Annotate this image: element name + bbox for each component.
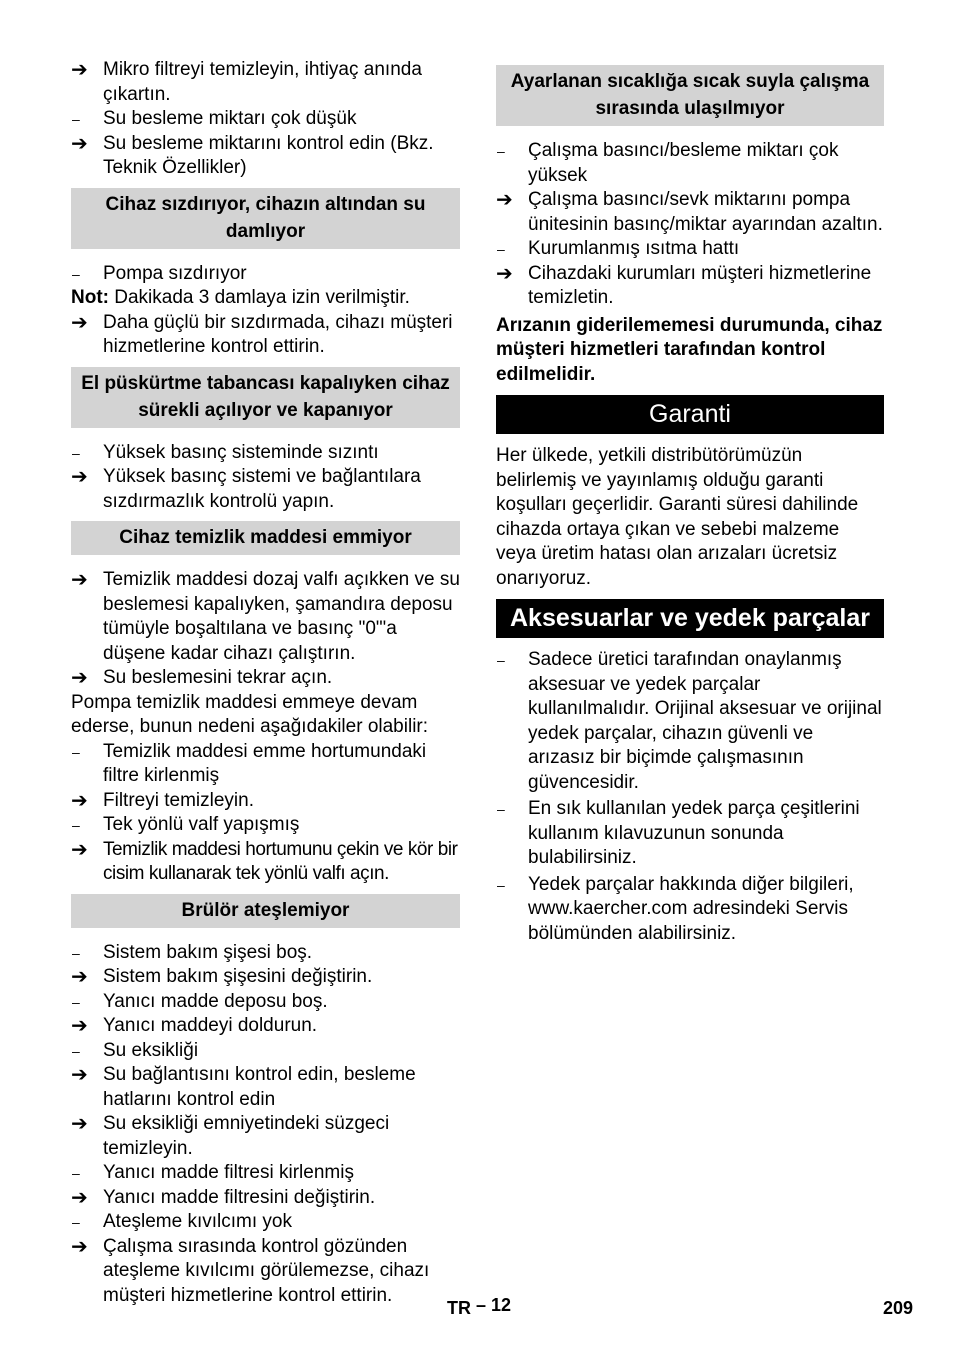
list-item [71,1235,460,1309]
section-heading-detergent: Cihaz temizlik maddesi emmiyor [71,521,460,555]
arrow-right-icon: ➔ [71,59,88,81]
item-text: Temizlik maddesi hortumunu çekin ve kör bir cisim kullanarak tek yönlü valfı açın. [103,838,458,884]
page-number: 209 [882,1298,913,1318]
list-item [496,648,884,795]
list-item [71,965,460,990]
arrow-right-icon: ➔ [71,1113,88,1135]
item-text: Su beslemesini tekrar açın. [103,667,333,688]
item-text: Su eksikliği emniyetindeki süzgeci temizleyin. [103,1113,390,1159]
item-text: Cihazdaki kurumları müşteri hizmetlerine temizletin. [528,262,872,308]
section-heading-accessories: Aksesuarlar ve yedek parçalar [496,599,884,638]
list-item [71,441,460,466]
arrow-right-icon: ➔ [71,1064,88,1086]
list-item [71,789,460,814]
dash-bullet-icon: – [497,652,505,668]
list-item [71,107,460,132]
dash-bullet-icon: – [72,1214,80,1230]
dash-bullet-icon: – [72,111,80,127]
dash-bullet-icon: – [72,993,80,1010]
item-text: Temizlik maddesi dozaj valfı açıkken ve su beslemesi kapalıyken, şamandıra deposu tümüyle boşaltılana ve basınç "0"'a düşene kadar cihazı çalıştırın. [103,569,460,664]
item-text: Filtreyi temizleyin. [103,789,254,811]
arrow-right-icon: ➔ [71,569,88,591]
item-text: Su eksikliği [103,1039,199,1061]
paragraph: Pompa temizlik maddesi emmeye devam ederse, bunun nedeni aşağıdakiler olabilir: [71,691,429,737]
arrow-right-icon: ➔ [71,1186,88,1209]
list-item [71,990,460,1015]
item-text: Kurumlanmış ısıtma hattı [528,238,740,259]
list-item [71,311,460,360]
arrow-right-icon: ➔ [71,466,88,488]
note [71,286,460,311]
list-item [71,1112,460,1161]
note-label: Not: [71,287,109,308]
list-item [71,1186,460,1211]
bold-note: Arızanın giderilememesi durumunda, cihaz müşteri hizmetleri tarafından kontrol edilmelidir. [496,314,883,385]
item-text: Yüksek basınç sisteminde sızıntı [103,441,379,463]
dash-bullet-icon: – [72,1165,80,1181]
arrow-right-icon: ➔ [496,189,513,211]
section-heading-gun: El püskürtme tabancası kapalıyken cihaz sürekli açılıyor ve kapanıyor [71,367,460,428]
arrow-right-icon: ➔ [71,1015,88,1037]
item-text: En sık kullanılan yedek parça çeşitlerini kullanım kılavuzunun sonunda bulabilirsiniz. [528,798,860,868]
footer-local-page: – 12 [476,1295,512,1315]
intro-list [71,58,460,181]
item-text: Yanıcı maddeyi doldurun. [103,1015,318,1036]
item-text: Yanıcı madde filtresini değiştirin. [103,1186,376,1208]
section-heading-leak: Cihaz sızdırıyor, cihazın altından su damlıyor [71,188,460,249]
dash-bullet-icon: – [72,817,80,833]
item-text: Daha güçlü bir sızdırmada, cihazı müşteri hizmetlerine kontrol ettirin. [103,311,453,357]
list-item [496,262,884,311]
section-heading-temperature: Ayarlanan sıcaklığa sıcak suyla çalışma sırasında ulaşılmıyor [496,65,884,126]
item-text: Yedek parçalar hakkında diğer bilgileri, www.kaercher.com adresindeki Servis bölümünden alabilirsiniz. [528,873,854,944]
list-item [71,838,460,887]
section-heading-warranty: Garanti [496,395,884,434]
list-item [71,1014,460,1039]
dash-bullet-icon: – [72,444,80,461]
arrow-right-icon: ➔ [71,132,88,155]
list-item [71,1039,460,1064]
item-text: Su bağlantısını kontrol edin, besleme hatlarını kontrol edin [103,1064,416,1110]
item-text: Yanıcı madde deposu boş. [103,990,328,1012]
item-text: Tek yönlü valf yapışmış [103,814,300,835]
list-item [71,813,460,838]
item-text: Pompa sızdırıyor [103,262,247,284]
dash-bullet-icon: – [497,241,505,257]
item-text: Sistem bakım şişesini değiştirin. [103,966,373,987]
list-item [496,139,884,188]
footer-lang-code: TR [447,1298,471,1318]
left-column [71,58,460,1308]
arrow-right-icon: ➔ [496,262,513,285]
dash-bullet-icon: – [72,743,80,760]
item-text: Çalışma basıncı/besleme miktarı çok yüksek [528,140,839,186]
arrow-right-icon: ➔ [71,789,88,812]
item-text: Su besleme miktarını kontrol edin (Bkz. Teknik Özellikler) [103,132,434,178]
list-item [496,237,884,262]
burner-list [71,941,460,1309]
item-text: Çalışma sırasında kontrol gözünden ateşleme kıvılcımı görülemezse, cihazı müşteri hizmetlerine kontrol ettirin. [103,1235,430,1306]
warranty-text: Her ülkede, yetkili distribütörümüzün belirlemiş ve yayınlamış olduğu garanti koşulları geçerlidir. Garanti süresi dahilinde cihazda ortaya çıkan ve sebebi malzeme veya üretim hatası olan arızaları ücretsiz onarıyoruz. [496,445,859,589]
item-text: Çalışma basıncı/sevk miktarını pompa ünitesinin basınç/miktar ayarından azaltın. [528,189,883,235]
dash-bullet-icon: – [72,265,80,282]
note-text: Dakikada 3 damlaya izin verilmiştir. [108,287,410,308]
list-item [71,1161,460,1186]
section-heading-burner: Brülör ateşlemiyor [71,894,460,928]
list-item [71,132,460,181]
item-text: Sistem bakım şişesi boş. [103,941,313,963]
list-item [496,873,884,947]
list-item [71,262,460,287]
list-item [71,740,460,789]
arrow-right-icon: ➔ [71,1235,88,1258]
list-item [71,1063,460,1112]
list-item [71,568,460,666]
list-item [496,797,884,871]
dash-bullet-icon: – [497,876,505,893]
arrow-right-icon: ➔ [71,311,88,334]
item-text: Sadece üretici tarafından onaylanmış aksesuar ve yedek parçalar kullanılmalıdır. Orijinal aksesuar ve orijinal yedek parçalar, cihazın güvenli ve arızasız bir biçimde çalışmasının güvencesidir. [528,649,882,793]
list-item [71,1210,460,1235]
footer-language-page [447,1296,511,1321]
item-text: Ateşleme kıvılcımı yok [103,1211,292,1232]
item-text: Yüksek basınç sistemi ve bağlantılara sızdırmazlık kontrolü yapın. [103,466,421,512]
dash-bullet-icon: – [72,944,80,961]
list-item [71,58,460,107]
dash-bullet-icon: – [497,801,505,817]
item-text: Su besleme miktarı çok düşük [103,108,357,129]
item-text: Temizlik maddesi emme hortumundaki filtre kirlenmiş [103,740,427,786]
list-item [71,465,460,514]
item-text: Yanıcı madde filtresi kirlenmiş [103,1162,354,1183]
arrow-right-icon: ➔ [71,667,88,689]
list-item [71,941,460,966]
arrow-right-icon: ➔ [71,966,88,988]
list-item [496,188,884,237]
item-text: Mikro filtreyi temizleyin, ihtiyaç anında çıkartın. [103,59,422,105]
dash-bullet-icon: – [72,1042,80,1059]
arrow-right-icon: ➔ [71,838,88,861]
list-item [71,666,460,691]
right-column [496,58,884,946]
dash-bullet-icon: – [497,143,505,159]
